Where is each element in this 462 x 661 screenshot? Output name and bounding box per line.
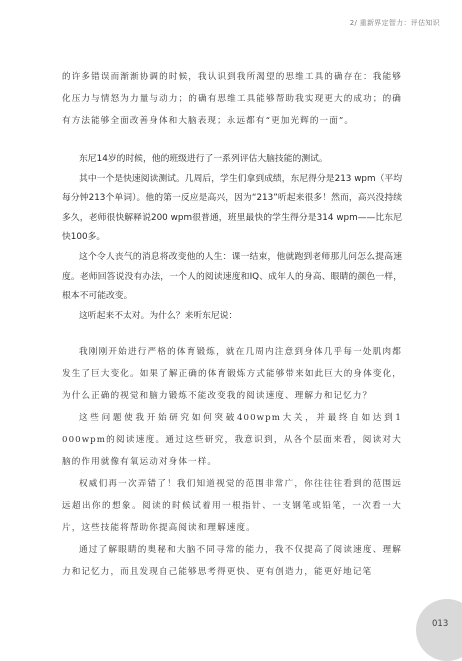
body-paragraph: 东尼14岁的时候，他的班级进行了一系列评估大脑技能的测试。 (79, 154, 328, 164)
body-paragraph: 这听起来不太对。为什么？来听东尼说： (79, 310, 238, 321)
quote-top-paragraph: 的许多错误而渐渐协调的时候，我认识到我所渴望的思维工具的确存在：我能够化压力与情怒为力量与动力；的确有思维工具能够帮助我实现更大的成功；的确有方法能够全面改善身体和大脑表现；永远都有“更加光辉的一面”。 (62, 72, 402, 126)
quote-paragraph: 权威们再一次弄错了！我们知道视觉的范围非常广，你往往往看到的范围远远超出你的想象。阅读的时候试着用一根指针、一支钢笔或铅笔，一次看一大片，这些技能将帮助你提高阅读和理解速度。 (62, 479, 402, 534)
body-paragraph: 这个令人丧气的消息将改变他的人生：课一结束，他就跑到老师那儿问怎么提高速度。老师回答说没有办法，一个人的阅读速度和IQ、成年人的身高、眼睛的颜色一样，根本不可能改变。 (62, 251, 402, 302)
running-header: 2/ 重新界定智力：评估知识 (349, 19, 440, 27)
quote-paragraph: 通过了解眼睛的奥秘和大脑不同寻常的能力，我不仅提高了阅读速度、理解力和记忆力，而且发现自己能够思考得更快、更有创造力，能更好地记笔 (62, 545, 402, 578)
quote-paragraph: 这些问题使我开始研究如何突破400wpm大关，并最终自如达到1 000wpm的阅读速度。通过这些研究，我意识到，从各个层面来看，阅读对大脑的作用就像有氧运动对身体一样。 (62, 413, 402, 468)
body-paragraph: 其中一个是快速阅读测试。几周后，学生们拿到成绩，东尼得分是213 wpm（平均每分钟213个单词）。他的第一反应是高兴，因为“213”听起来很多！然而，高兴没持续多久，老师很快解释说200 wpm很普通，班里最快的学生得分是314 wpm——比东尼快100多。 (62, 173, 402, 243)
page-body (62, 66, 402, 583)
page-number: 013 (432, 619, 449, 629)
page-number-badge (416, 599, 462, 661)
quote-paragraph: 我刚刚开始进行严格的体育锻炼，就在几周内注意到身体几乎每一处肌肉都发生了巨大变化。如果了解正确的体育锻炼方式能够带来如此巨大的身体变化，为什么正确的视觉和脑力锻炼不能改变我的阅读速度、理解力和记忆力？ (62, 347, 402, 402)
